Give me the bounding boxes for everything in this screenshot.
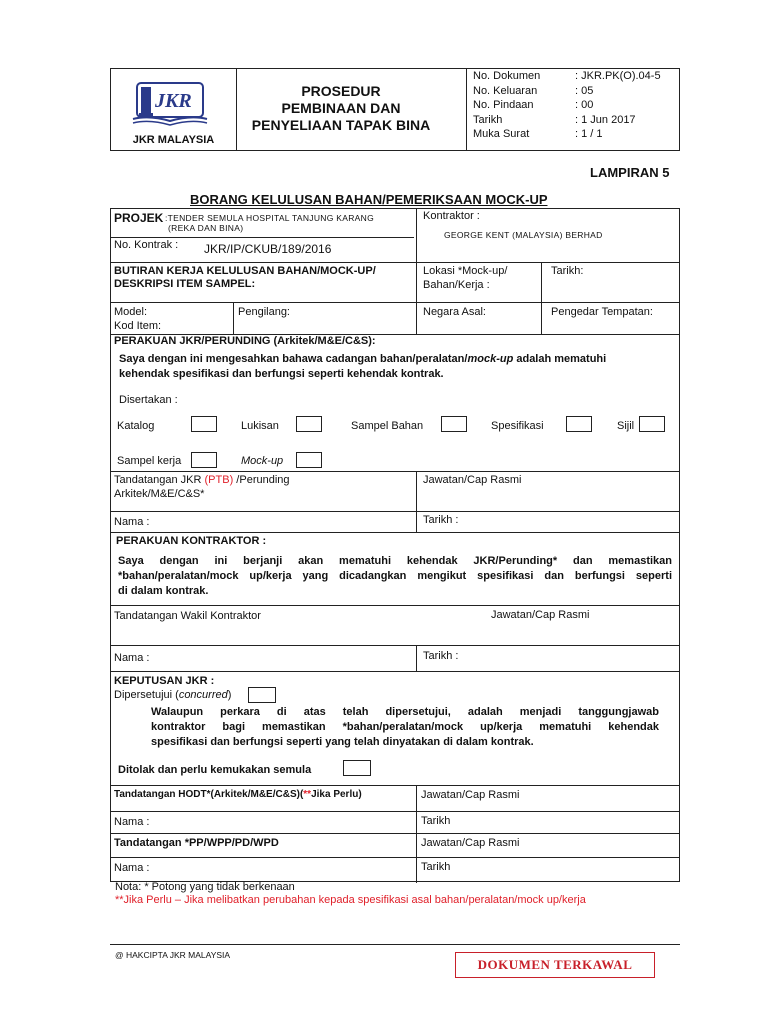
footer-divider [110, 944, 680, 945]
org-name: JKR MALAYSIA [132, 134, 215, 146]
mock-up-checkbox[interactable] [296, 452, 322, 468]
kontrak-value: JKR/IP/CKUB/189/2016 [204, 242, 332, 256]
keputusan-text-line2: kontraktor bagi memastikan *bahan/peralatan/mock up/kerja mematuhi kehendak [151, 721, 659, 733]
approval-form [110, 208, 680, 882]
model-label: Model: [114, 306, 148, 318]
lampiran-label: LAMPIRAN 5 [590, 165, 670, 180]
keputusan-text-line3: spesifikasi dan berfungsi seperti yang telah dinyatakan di dalam kontrak. [151, 736, 534, 748]
perakuan-kontraktor-text: Saya dengan ini berjanji akan mematuhi kehendak JKR/Perunding* dan memastikan [118, 555, 672, 567]
sijil-label: Sijil [617, 420, 635, 432]
spesifikasi-label: Spesifikasi [491, 420, 544, 432]
kontrak-label: No. Kontrak : [114, 239, 179, 251]
meta-row: Tarikh : 1 Jun 2017 [473, 113, 636, 126]
mock-up-label: Mock-up [241, 455, 284, 467]
header-divider [236, 69, 237, 150]
lokasi-label: Lokasi *Mock-up/ [423, 265, 508, 277]
spesifikasi-checkbox[interactable] [566, 416, 592, 432]
document-header [110, 68, 680, 151]
sampel-kerja-checkbox[interactable] [191, 452, 217, 468]
document-meta [473, 69, 661, 142]
lukisan-checkbox[interactable] [296, 416, 322, 432]
negara-asal-label: Negara Asal: [423, 306, 486, 318]
sampel-kerja-label: Sampel kerja [117, 455, 182, 467]
lukisan-label: Lukisan [241, 420, 279, 432]
form-title: BORANG KELULUSAN BAHAN/PEMERIKSAAN MOCK-UP [190, 192, 548, 207]
meta-row: No. Dokumen : JKR.PK(O).04-5 [473, 70, 661, 82]
tandatangan-jkr-label: Tandatangan JKR (PTB) /Perunding [114, 474, 290, 486]
tarikh-label: Tarikh : [423, 650, 459, 662]
perakuan-jkr-heading: PERAKUAN JKR/PERUNDING (Arkitek/M&E/C&S): [114, 335, 376, 347]
jawatan-label: Jawatan/Cap Rasmi [421, 837, 520, 849]
tandatangan-hodt-label: Tandatangan HODT*(Arkitek/M&E/C&S)(**Jika Perlu) [114, 789, 362, 800]
kontraktor-value: GEORGE KENT (MALAYSIA) BERHAD [444, 230, 603, 240]
jika-perlu-note: **Jika Perlu – Jika melibatkan perubahan kepada spesifikasi asal bahan/peralatan/mock up/kerja [115, 894, 586, 906]
nama-label: Nama : [114, 816, 150, 828]
jawatan-label: Jawatan/Cap Rasmi [491, 609, 590, 621]
tarikh-label: Tarikh [421, 861, 451, 873]
katalog-checkbox[interactable] [191, 416, 217, 432]
jkr-logo [129, 77, 211, 127]
tarikh-label: Tarikh : [423, 514, 459, 526]
jawatan-label: Jawatan/Cap Rasmi [421, 789, 520, 801]
nota: Nota: * Potong yang tidak berkenaan [115, 881, 295, 893]
projek-value: :TENDER SEMULA HOSPITAL TANJUNG KARANG [165, 213, 374, 223]
keputusan-text: Walaupun perkara di atas telah dipersetujui, adalah menjadi tanggungjawab [151, 706, 659, 718]
perakuan-jkr-text: Saya dengan ini mengesahkan bahawa cadangan bahan/peralatan/mock-up adalah mematuhi [119, 353, 607, 365]
meta-row: No. Keluaran : 05 [473, 84, 594, 97]
pengilang-label: Pengilang: [238, 306, 290, 318]
tarikh-label: Tarikh: [551, 265, 584, 277]
meta-row: No. Pindaan : 00 [473, 99, 594, 111]
dipersetujui-label: Dipersetujui (concurred) [114, 689, 232, 701]
projek-label: PROJEK [114, 211, 164, 225]
disertakan-label: Disertakan : [119, 394, 178, 406]
copyright: @ HAKCIPTA JKR MALAYSIA [115, 950, 231, 960]
sampel-bahan-label: Sampel Bahan [351, 420, 424, 432]
lokasi-label-line2: Bahan/Kerja : [423, 279, 490, 291]
perakuan-kontraktor-text-line2: *bahan/peralatan/mock up/kerja yang dicadangkan mengikut spesifikasi dan berfungsi seperti [118, 570, 672, 582]
pengedar-label: Pengedar Tempatan: [551, 306, 653, 318]
keputusan-heading: KEPUTUSAN JKR : [114, 675, 215, 687]
sampel-bahan-checkbox[interactable] [441, 416, 467, 432]
kontraktor-label: Kontraktor : [423, 210, 480, 222]
svg-text:JKR: JKR [155, 90, 192, 112]
kod-item-label: Kod Item: [114, 320, 162, 332]
nama-label: Nama : [114, 516, 150, 528]
butiran-heading-line2: DESKRIPSI ITEM SAMPEL: [114, 278, 256, 290]
tandatangan-pp-label: Tandatangan *PP/WPP/PD/WPD [114, 837, 279, 849]
tandatangan-jkr-label-line2: Arkitek/M&E/C&S* [114, 488, 205, 500]
ditolak-label: Ditolak dan perlu kemukakan semula [118, 764, 312, 776]
tandatangan-wakil-label: Tandatangan Wakil Kontraktor [114, 610, 261, 622]
header-divider [466, 69, 467, 150]
nama-label: Nama : [114, 652, 150, 664]
sijil-checkbox[interactable] [639, 416, 665, 432]
katalog-label: Katalog [117, 420, 155, 432]
dipersetujui-checkbox[interactable] [248, 687, 276, 703]
perakuan-jkr-text-line2: kehendak spesifikasi dan berfungsi seperti kehendak kontrak. [119, 368, 444, 380]
tarikh-label: Tarikh [421, 815, 451, 827]
projek-value-line2: (REKA DAN BINA) [168, 223, 244, 233]
meta-row: Muka Surat : 1 / 1 [473, 128, 603, 140]
jawatan-label: Jawatan/Cap Rasmi [423, 474, 522, 486]
nama-label: Nama : [114, 862, 150, 874]
perakuan-kontraktor-text-line3: di dalam kontrak. [118, 585, 209, 597]
butiran-heading: BUTIRAN KERJA KELULUSAN BAHAN/MOCK-UP/ [114, 265, 376, 277]
procedure-title: PROSEDUR PEMBINAAN DAN PENYELIAAN TAPAK BINA [251, 83, 431, 133]
perakuan-kontraktor-heading: PERAKUAN KONTRAKTOR : [116, 535, 267, 547]
ditolak-checkbox[interactable] [343, 760, 371, 776]
controlled-document-stamp: DOKUMEN TERKAWAL [455, 952, 655, 978]
